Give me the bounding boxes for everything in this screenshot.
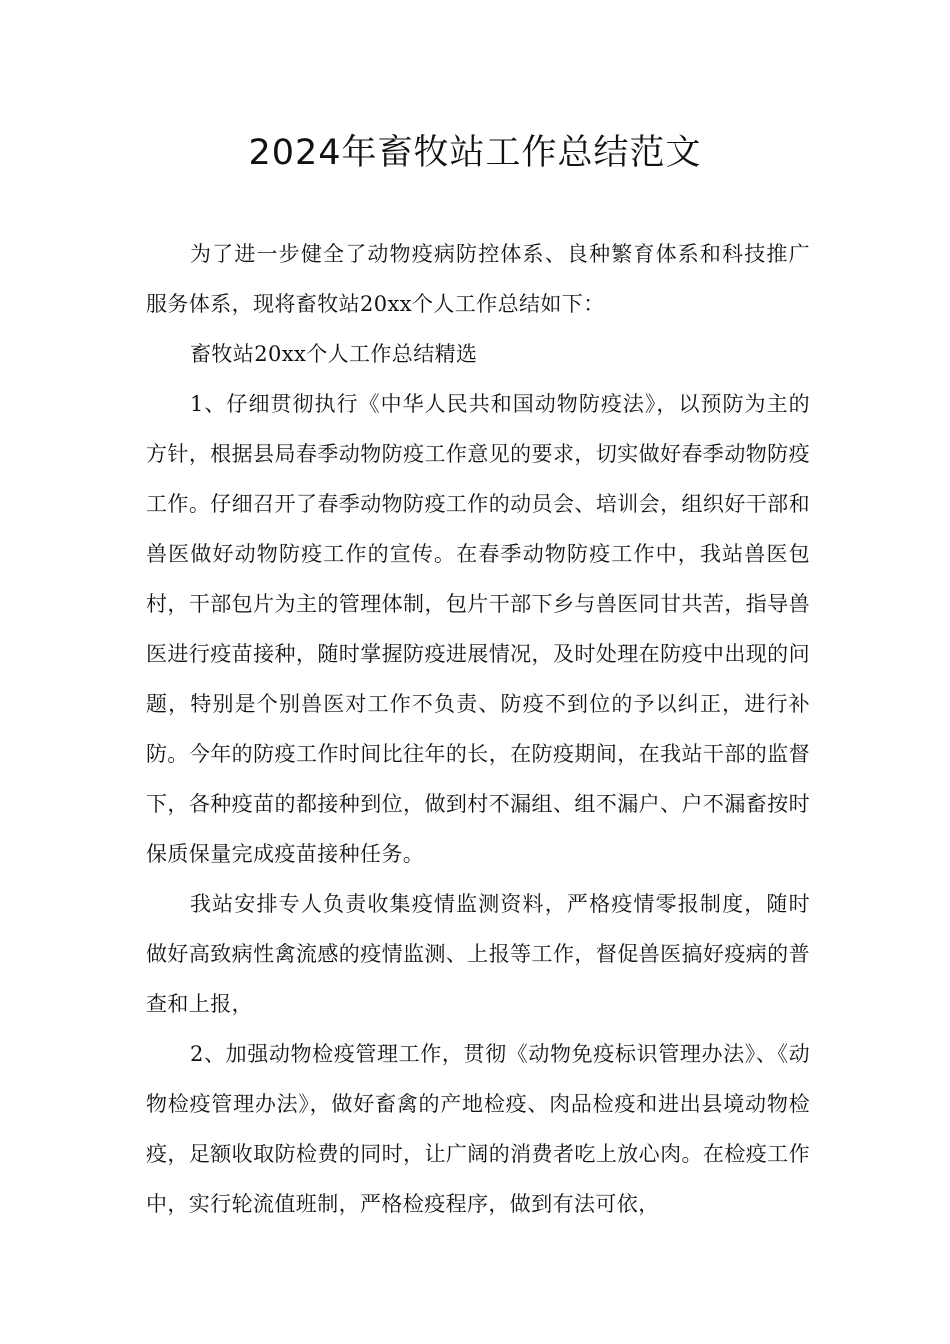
- paragraph-section-1: 1、仔细贯彻执行《中华人民共和国动物防疫法》，以预防为主的方针，根据县局春季动物防疫工作意见的要求，切实做好春季动物防疫工作。仔细召开了春季动物防疫工作的动员会、培训会，组织好干部和兽医做好动物防疫工作的宣传。在春季动物防疫工作中，我站兽医包村，干部包片为主的管理体制，包片干部下乡与兽医同甘共苦，指导兽医进行疫苗接种，随时掌握防疫进展情况，及时处理在防疫中出现的问题，特别是个别兽医对工作不负责、防疫不到位的予以纠正，进行补防。今年的防疫工作时间比往年的长，在防疫期间，在我站干部的监督下，各种疫苗的都接种到位，做到村不漏组、组不漏户、户不漏畜按时保质保量完成疫苗接种任务。: [146, 392, 810, 866]
- paragraph-section-2: 2、加强动物检疫管理工作，贯彻《动物免疫标识管理办法》、《动物检疫管理办法》，做好畜禽的产地检疫、肉品检疫和进出县境动物检疫，足额收取防检费的同时，让广阔的消费者吃上放心肉。在检疫工作中，实行轮流值班制，严格检疫程序，做到有法可依，: [146, 1042, 810, 1216]
- paragraph-subheading: 畜牧站20xx个人工作总结精选: [190, 342, 478, 366]
- paragraph-monitoring: 我站安排专人负责收集疫情监测资料，严格疫情零报制度，随时做好高致病性禽流感的疫情监测、上报等工作，督促兽医搞好疫病的普查和上报，: [146, 892, 810, 1016]
- document-body: [146, 229, 810, 1229]
- document-title: 2024年畜牧站工作总结范文: [248, 133, 702, 173]
- paragraph-intro: 为了进一步健全了动物疫病防控体系、良种繁育体系和科技推广服务体系，现将畜牧站20xx个人工作总结如下：: [146, 242, 810, 316]
